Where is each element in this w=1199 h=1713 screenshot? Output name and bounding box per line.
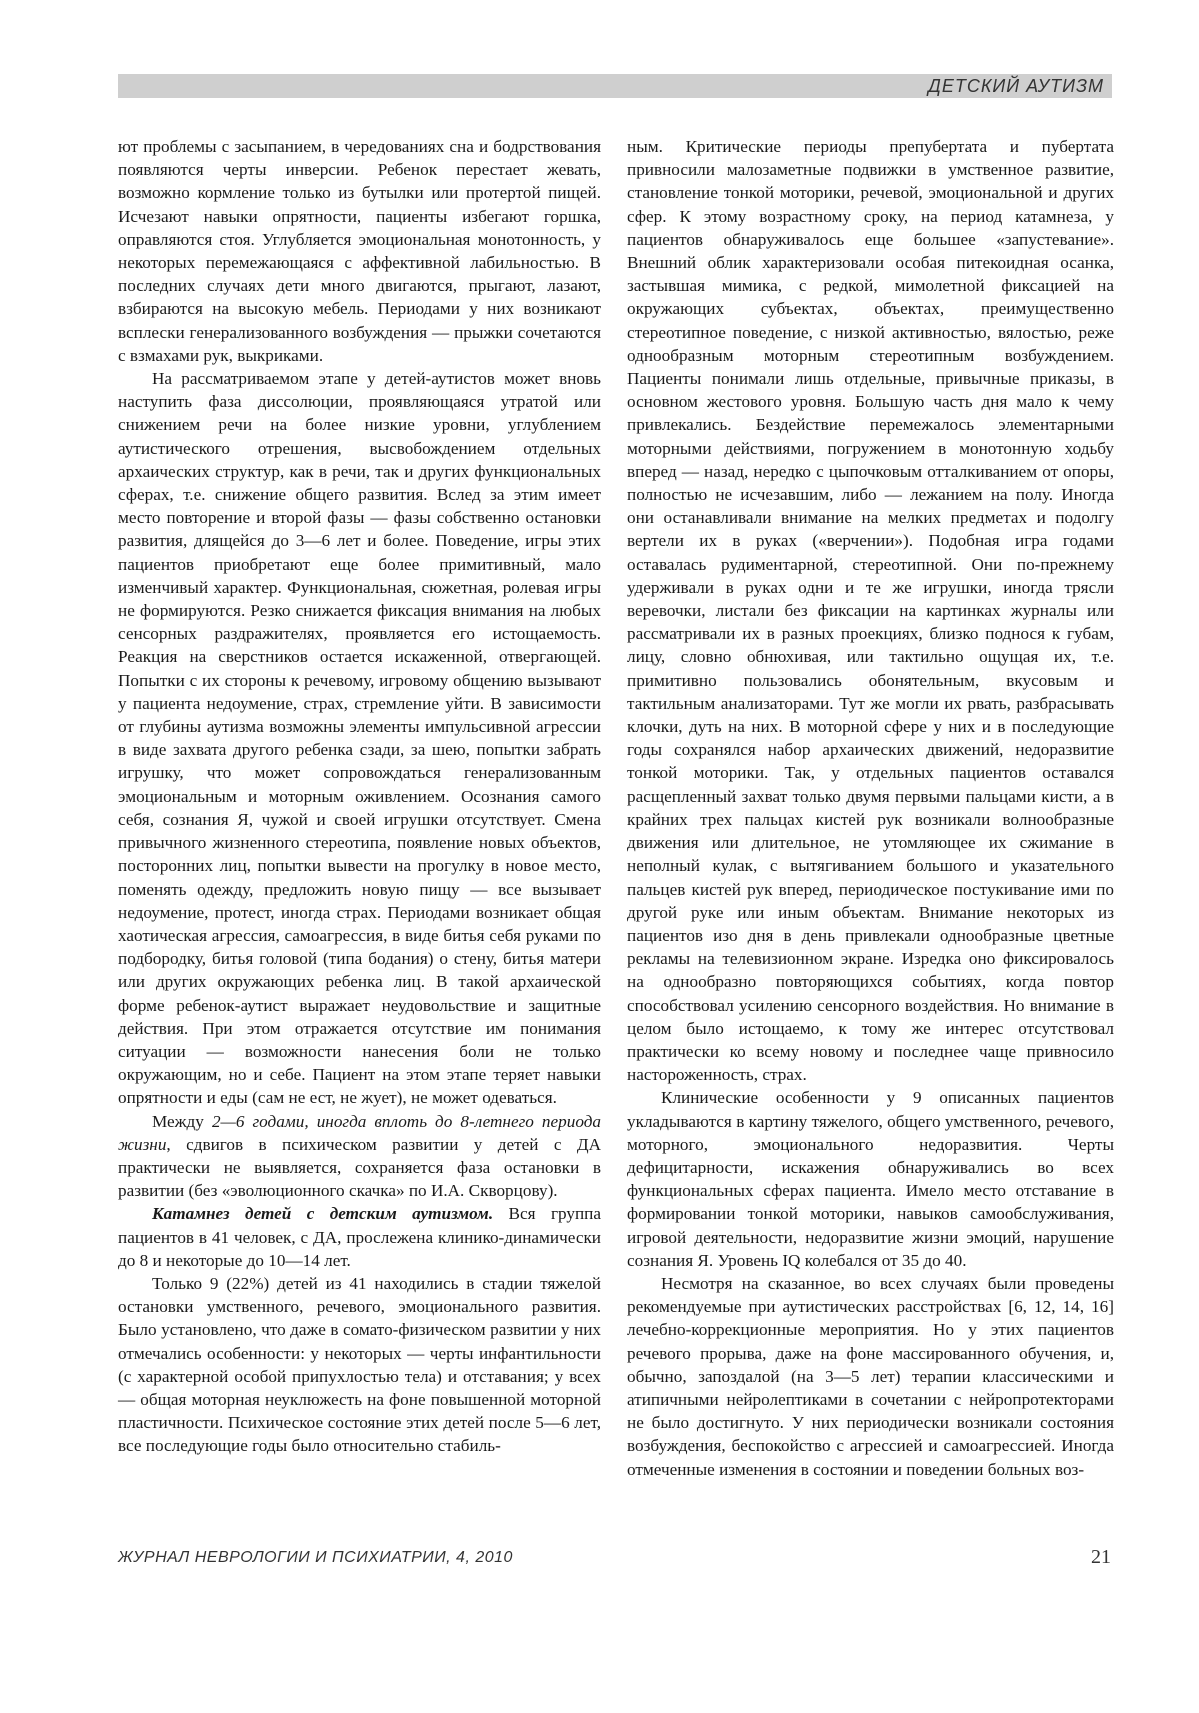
paragraph: Несмотря на сказанное, во всех случаях были проведены рекомендуемые при аутистических расстройствах [6, 12, 14, 16] лечебно-коррекционные мероприятия. Но у этих пациентов речевого прорыва, даже на фоне массированного обучения, и, обычно, запоздалой (на 3—5 лет) терапии классическими и атипичными нейролептиками в сочетании с нейропротекторами не было достигнуто. У них периодически возникали состояния возбуждения, беспокойство с агрессией и самоагрессией. Иногда отмеченные изменения в состоянии и поведении больных воз- xyxy=(627,1273,1114,1479)
paragraph: На рассматриваемом этапе у детей-аутистов может вновь наступить фаза диссолюции, проявляющаяся утратой или снижением речи на более низкие уровни, углублением аутистического отрешения, высвобождением отдельных архаических структур, как в речи, так и других функциональных сферах, т.е. снижение общего развития. Вслед за этим имеет место повторение и второй фазы — фазы собственно остановки развития, длящейся до 3—6 лет и более. Поведение, игры этих пациентов приобретают еще более примитивный, мало изменчивый характер. Функциональная, сюжетная, ролевая игры не формируются. Резко снижается фиксация внимания на любых сенсорных раздражителях, проявляется его истощаемость. Реакция на сверстников остается искаженной, отвергающей. Попытки с их стороны к речевому, игровому общению вызывают у пациента недоумение, страх, стремление уйти. В зависимости от глубины аутизма возможны элементы импульсивной агрессии в виде захвата другого ребенка сзади, за шею, попытки забрать игрушку, что может сопровождаться генерализованным эмоциональным и моторным оживлением. Осознания самого себя, сознания Я, чужой и своей игрушки отсутствует. Смена привычного жизненного стереотипа, появление новых объектов, посторонних лиц, попытки вывести на прогулку в новое место, поменять одежду, предложить новую пищу — все вызывает недоумение, протест, иногда страх. Периодами возникает общая хаотическая агрессия, самоагрессия, в виде битья себя руками по подбородку, битья головой (типа бодания) о стену, битья матери или других окружающих ребенка лиц. В такой архаической форме ребенок-аутист выражает неудовольствие и защитные действия. При этом отражается отсутствие им понимания ситуации — возможности нанесения боли не только окружающим, но и себе. Пациент на этом этапе теряет навыки опрятности и еды (сам не ест, не жует), не может одеваться. xyxy=(118,369,601,1108)
paragraph xyxy=(118,1110,601,1203)
section-title: ДЕТСКИЙ АУТИЗМ xyxy=(928,76,1104,96)
paragraph-text: , сдвигов в психическом развитии у детей с ДА практически не выявляется, сохраняется фаза остановки в развитии (без «эволюционного скачка» по И.А. Скворцову). xyxy=(118,1134,601,1201)
page-number: 21 xyxy=(1091,1546,1111,1568)
journal-footer: ЖУРНАЛ НЕВРОЛОГИИ И ПСИХИАТРИИ, 4, 2010 xyxy=(118,1549,513,1566)
paragraph: ным. Критические периоды препубертата и пубертата привносили малозаметные подвижки в умственное развитие, становление тонкой моторики, речевой, эмоциональной и других сфер. К этому возрастному сроку, на период катамнеза, у пациентов обнаруживалось еще большее «запустевание». Внешний облик характеризовали особая питекоидная осанка, застывшая мимика, с редкой, мимолетной фиксацией на окружающих субъектах, объектах, преимущественно стереотипное поведение, с низкой активностью, вялостью, реже однообразным моторным стереотипным возбуждением. Пациенты понимали лишь отдельные, привычные приказы, в основном жестового уровня. Большую часть дня мало к чему привлекались. Бездействие перемежалось элементарными моторными действиями, погружением в монотонную ходьбу вперед — назад, нередко с цыпочковым отталкиванием от опоры, полностью не исчезавшим, либо — лежанием на полу. Иногда они останавливали внимание на мелких предметах и подолгу вертели их в руках («верчении»). Подобная игра годами оставалась рудиментарной, стереотипной. Они по-прежнему удерживали в руках одни и те же игрушки, иногда трясли веревочки, листали без фиксации на картинках журналы или рассматривали их в разных проекциях, близко поднося к губам, лицу, словно обнюхивая, или тактильно ощущая их, т.е. примитивно пользовались обонятельным, вкусовым и тактильным анализаторами. Тут же могли их рвать, разбрасывать клочки, дуть на них. В моторной сфере у них и в последующие годы сохранялся набор архаических движений, недоразвитие тонкой моторики. Так, у отдельных пациентов оставался расщепленный захват только двумя первыми пальцами кисти, а в крайних трех пальцах кистей рук возникали волнообразные движения или длительное, не утомляющее их сжимание в неполный кулак, с вытягиванием большого и указательного пальцев кистей рук вперед, периодическое постукивание ими по другой руке или иным объектам. Внимание некоторых из пациентов изо дня в день привлекали однообразные цветные рекламы на телевизионном экране. Изредка оно фиксировалось на однообразно повторяющихся событиях, когда повтор способствовал усилению сенсорного воздействия. Но внимание в целом было истощаемо, к тому же интерес отсутствовал практически ко всему новому и последнее чаще привносило настороженность, страх. xyxy=(627,137,1114,1085)
left-column xyxy=(118,135,601,1458)
running-header-bar xyxy=(118,74,1112,98)
paragraph-text: Между xyxy=(152,1111,212,1131)
right-column xyxy=(627,135,1114,1481)
paragraph: Клинические особенности у 9 описанных пациентов укладываются в картину тяжелого, общего умственного, речевого, моторного, эмоционального недоразвития. Черты дефицитарности, искажения обнаруживались во всех функциональных сферах пациента. Имело место отставание в формировании тонкой моторики, навыков самообслуживания, игровой деятельности, недоразвитие жизни эмоций, нарушение сознания Я. Уровень IQ колебался от 35 до 40. xyxy=(627,1088,1114,1270)
italic-emphasis: 2—6 годами, иногда вплоть до 8-летнего периода жизни xyxy=(118,1111,601,1154)
paragraph xyxy=(118,1202,601,1272)
paragraph: ют проблемы с засыпанием, в чередованиях сна и бодрствования появляются черты инверсии. Ребенок перестает жевать, возможно кормление только из бутылки или протертой пищей. Исчезают навыки опрятности, пациенты избегают горшка, оправляются стоя. Углубляется эмоциональная монотонность, у некоторых перемежающаяся с аффективной лабильностью. В последних случаях дети много двигаются, прыгают, лазают, взбираются на высокую мебель. Периодами у них возникают всплески генерализованного возбуждения — прыжки сочетаются с взмахами рук, выкриками. xyxy=(118,137,601,365)
subsection-heading: Катамнез детей с детским аутизмом. xyxy=(152,1204,494,1224)
paragraph: Только 9 (22%) детей из 41 находились в стадии тяжелой остановки умственного, речевого, эмоционального развития. Было установлено, что даже в сомато-физическом развитии у них отмечались особенности: у некоторых — черты инфантильности (с характерной особой припухлостью тела) и отставания; у всех — общая моторная неуклюжесть на фоне повышенной моторной пластичности. Психическое состояние этих детей после 5—6 лет, все последующие годы было относительно стабиль- xyxy=(118,1273,601,1456)
paragraph-text: Вся группа пациентов в 41 человек, с ДА, прослежена клинико-динамически до 8 и некоторые до 10—14 лет. xyxy=(118,1204,601,1270)
